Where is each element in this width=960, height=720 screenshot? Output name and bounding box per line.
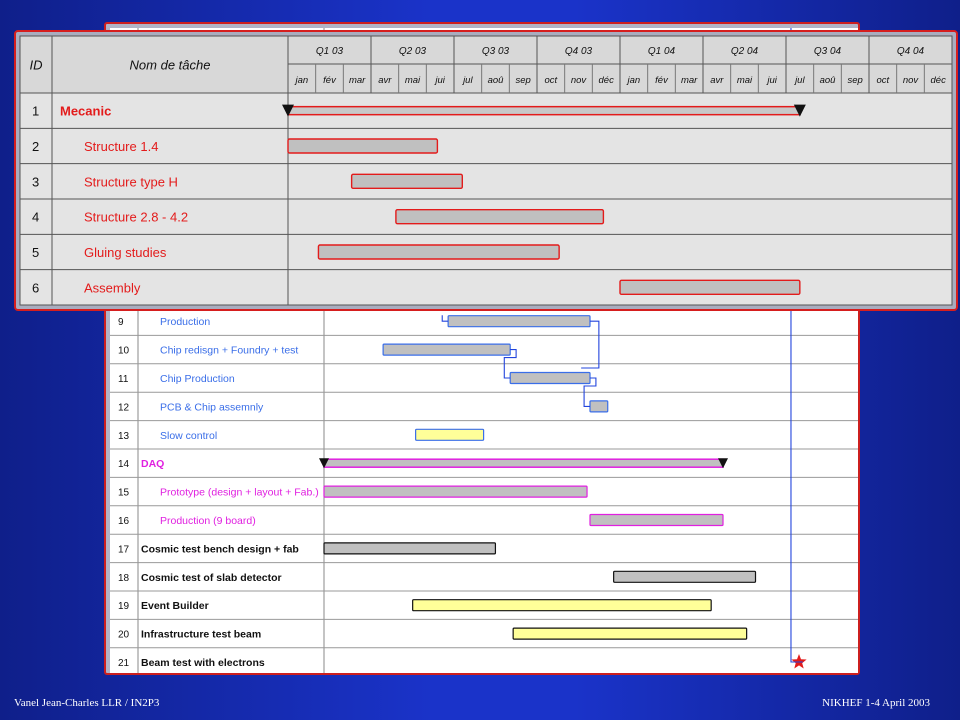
back-row-id: 11: [118, 374, 129, 385]
summary-bar: [288, 107, 800, 115]
back-row-name: Prototype (design + layout + Fab.): [160, 486, 319, 499]
task-bar: [318, 245, 559, 259]
quarter-label: Q2 04: [730, 46, 759, 57]
back-row-id: 18: [118, 572, 130, 584]
front-row-id: 4: [32, 209, 40, 225]
summary-bar: [324, 459, 723, 467]
column-header-task-name: Nom de tâche: [129, 57, 211, 73]
back-row-id: 16: [118, 516, 130, 527]
task-bar: [590, 515, 723, 526]
month-label: jan: [627, 75, 641, 86]
back-row-id: 14: [118, 459, 130, 471]
quarter-label: Q3 03: [481, 46, 510, 57]
task-bar: [383, 344, 510, 355]
task-bar: [324, 543, 495, 554]
month-label: aoû: [819, 75, 836, 86]
task-bar: [510, 373, 590, 384]
back-row-name: PCB & Chip assemnly: [160, 401, 264, 414]
back-row-id: 10: [118, 345, 130, 357]
front-row-name: Structure 1.4: [84, 139, 159, 154]
back-row-id: 21: [118, 658, 130, 669]
month-label: sep: [515, 75, 531, 86]
front-row-name: Gluing studies: [84, 245, 167, 260]
quarter-label: Q4 03: [564, 46, 593, 57]
back-row-name: Chip redisgn + Foundry + test: [160, 344, 299, 357]
front-row-name: Structure type H: [84, 174, 178, 190]
month-label: avr: [378, 75, 392, 86]
task-bar: [513, 628, 746, 639]
front-row-id: 6: [32, 280, 40, 296]
front-row-name: Assembly: [84, 280, 141, 296]
back-row-id: 13: [118, 430, 130, 442]
back-row-name: Beam test with electrons: [141, 657, 265, 669]
front-row-id: 2: [32, 139, 40, 154]
month-label: fév: [323, 75, 336, 86]
front-row-name: Mecanic: [60, 103, 112, 119]
back-row-name: Cosmic test of slab detector: [141, 571, 282, 584]
task-bar: [448, 316, 590, 327]
quarter-label: Q4 04: [896, 46, 925, 57]
month-label: jul: [795, 75, 805, 86]
task-bar: [614, 571, 756, 582]
month-label: fév: [655, 75, 668, 86]
back-row-name: Event Builder: [141, 600, 209, 613]
quarter-label: Q3 04: [813, 46, 842, 57]
month-label: mai: [736, 75, 753, 86]
task-bar: [620, 280, 800, 294]
task-bar: [396, 210, 604, 224]
front-gantt-chart: [16, 32, 956, 309]
month-label: jul: [463, 75, 473, 86]
month-label: jui: [435, 75, 445, 86]
month-label: oct: [544, 75, 558, 86]
month-label: déc: [930, 75, 946, 86]
footer-event: NIKHEF 1-4 April 2003: [822, 697, 930, 709]
back-row-name: Production (9 board): [160, 515, 256, 527]
back-row-id: 12: [118, 402, 130, 414]
back-row-id: 17: [118, 544, 130, 556]
back-row-id: 20: [118, 629, 130, 641]
month-label: jui: [767, 75, 777, 86]
front-row-id: 3: [32, 174, 40, 190]
back-row-name: Production: [160, 316, 211, 329]
quarter-label: Q1 04: [647, 46, 676, 57]
front-row-id: 1: [32, 103, 40, 119]
task-bar: [413, 600, 712, 611]
footer-author: Vanel Jean-Charles LLR / IN2P3: [14, 697, 160, 709]
month-label: mai: [404, 75, 421, 86]
month-label: jan: [295, 75, 309, 86]
back-row-name: Infrastructure test beam: [141, 628, 262, 641]
month-label: nov: [902, 75, 919, 86]
month-label: sep: [847, 75, 863, 86]
front-row-id: 5: [32, 245, 40, 260]
front-gantt-panel: [14, 30, 958, 311]
month-label: mar: [680, 75, 698, 86]
front-row-name: Structure 2.8 - 4.2: [84, 209, 189, 225]
task-bar: [324, 486, 587, 497]
back-row-id: 15: [118, 487, 130, 499]
task-bar: [352, 174, 463, 188]
task-bar: [590, 401, 608, 412]
quarter-label: Q1 03: [315, 46, 344, 57]
quarter-label: Q2 03: [398, 46, 427, 57]
back-row-name: DAQ: [141, 458, 165, 471]
month-label: aoû: [487, 75, 504, 86]
back-row-name: Cosmic test bench design + fab: [141, 543, 299, 556]
task-bar: [416, 429, 484, 440]
month-label: oct: [876, 75, 890, 86]
back-row-name: Chip Production: [160, 373, 235, 385]
back-row-id: 9: [118, 317, 124, 329]
month-label: mar: [348, 75, 366, 86]
month-label: déc: [598, 75, 614, 86]
month-label: nov: [570, 75, 587, 86]
month-label: avr: [710, 75, 724, 86]
back-row-name: Slow control: [160, 429, 218, 442]
column-header-id: ID: [29, 57, 43, 73]
task-bar: [288, 139, 437, 153]
back-row-id: 19: [118, 601, 130, 613]
